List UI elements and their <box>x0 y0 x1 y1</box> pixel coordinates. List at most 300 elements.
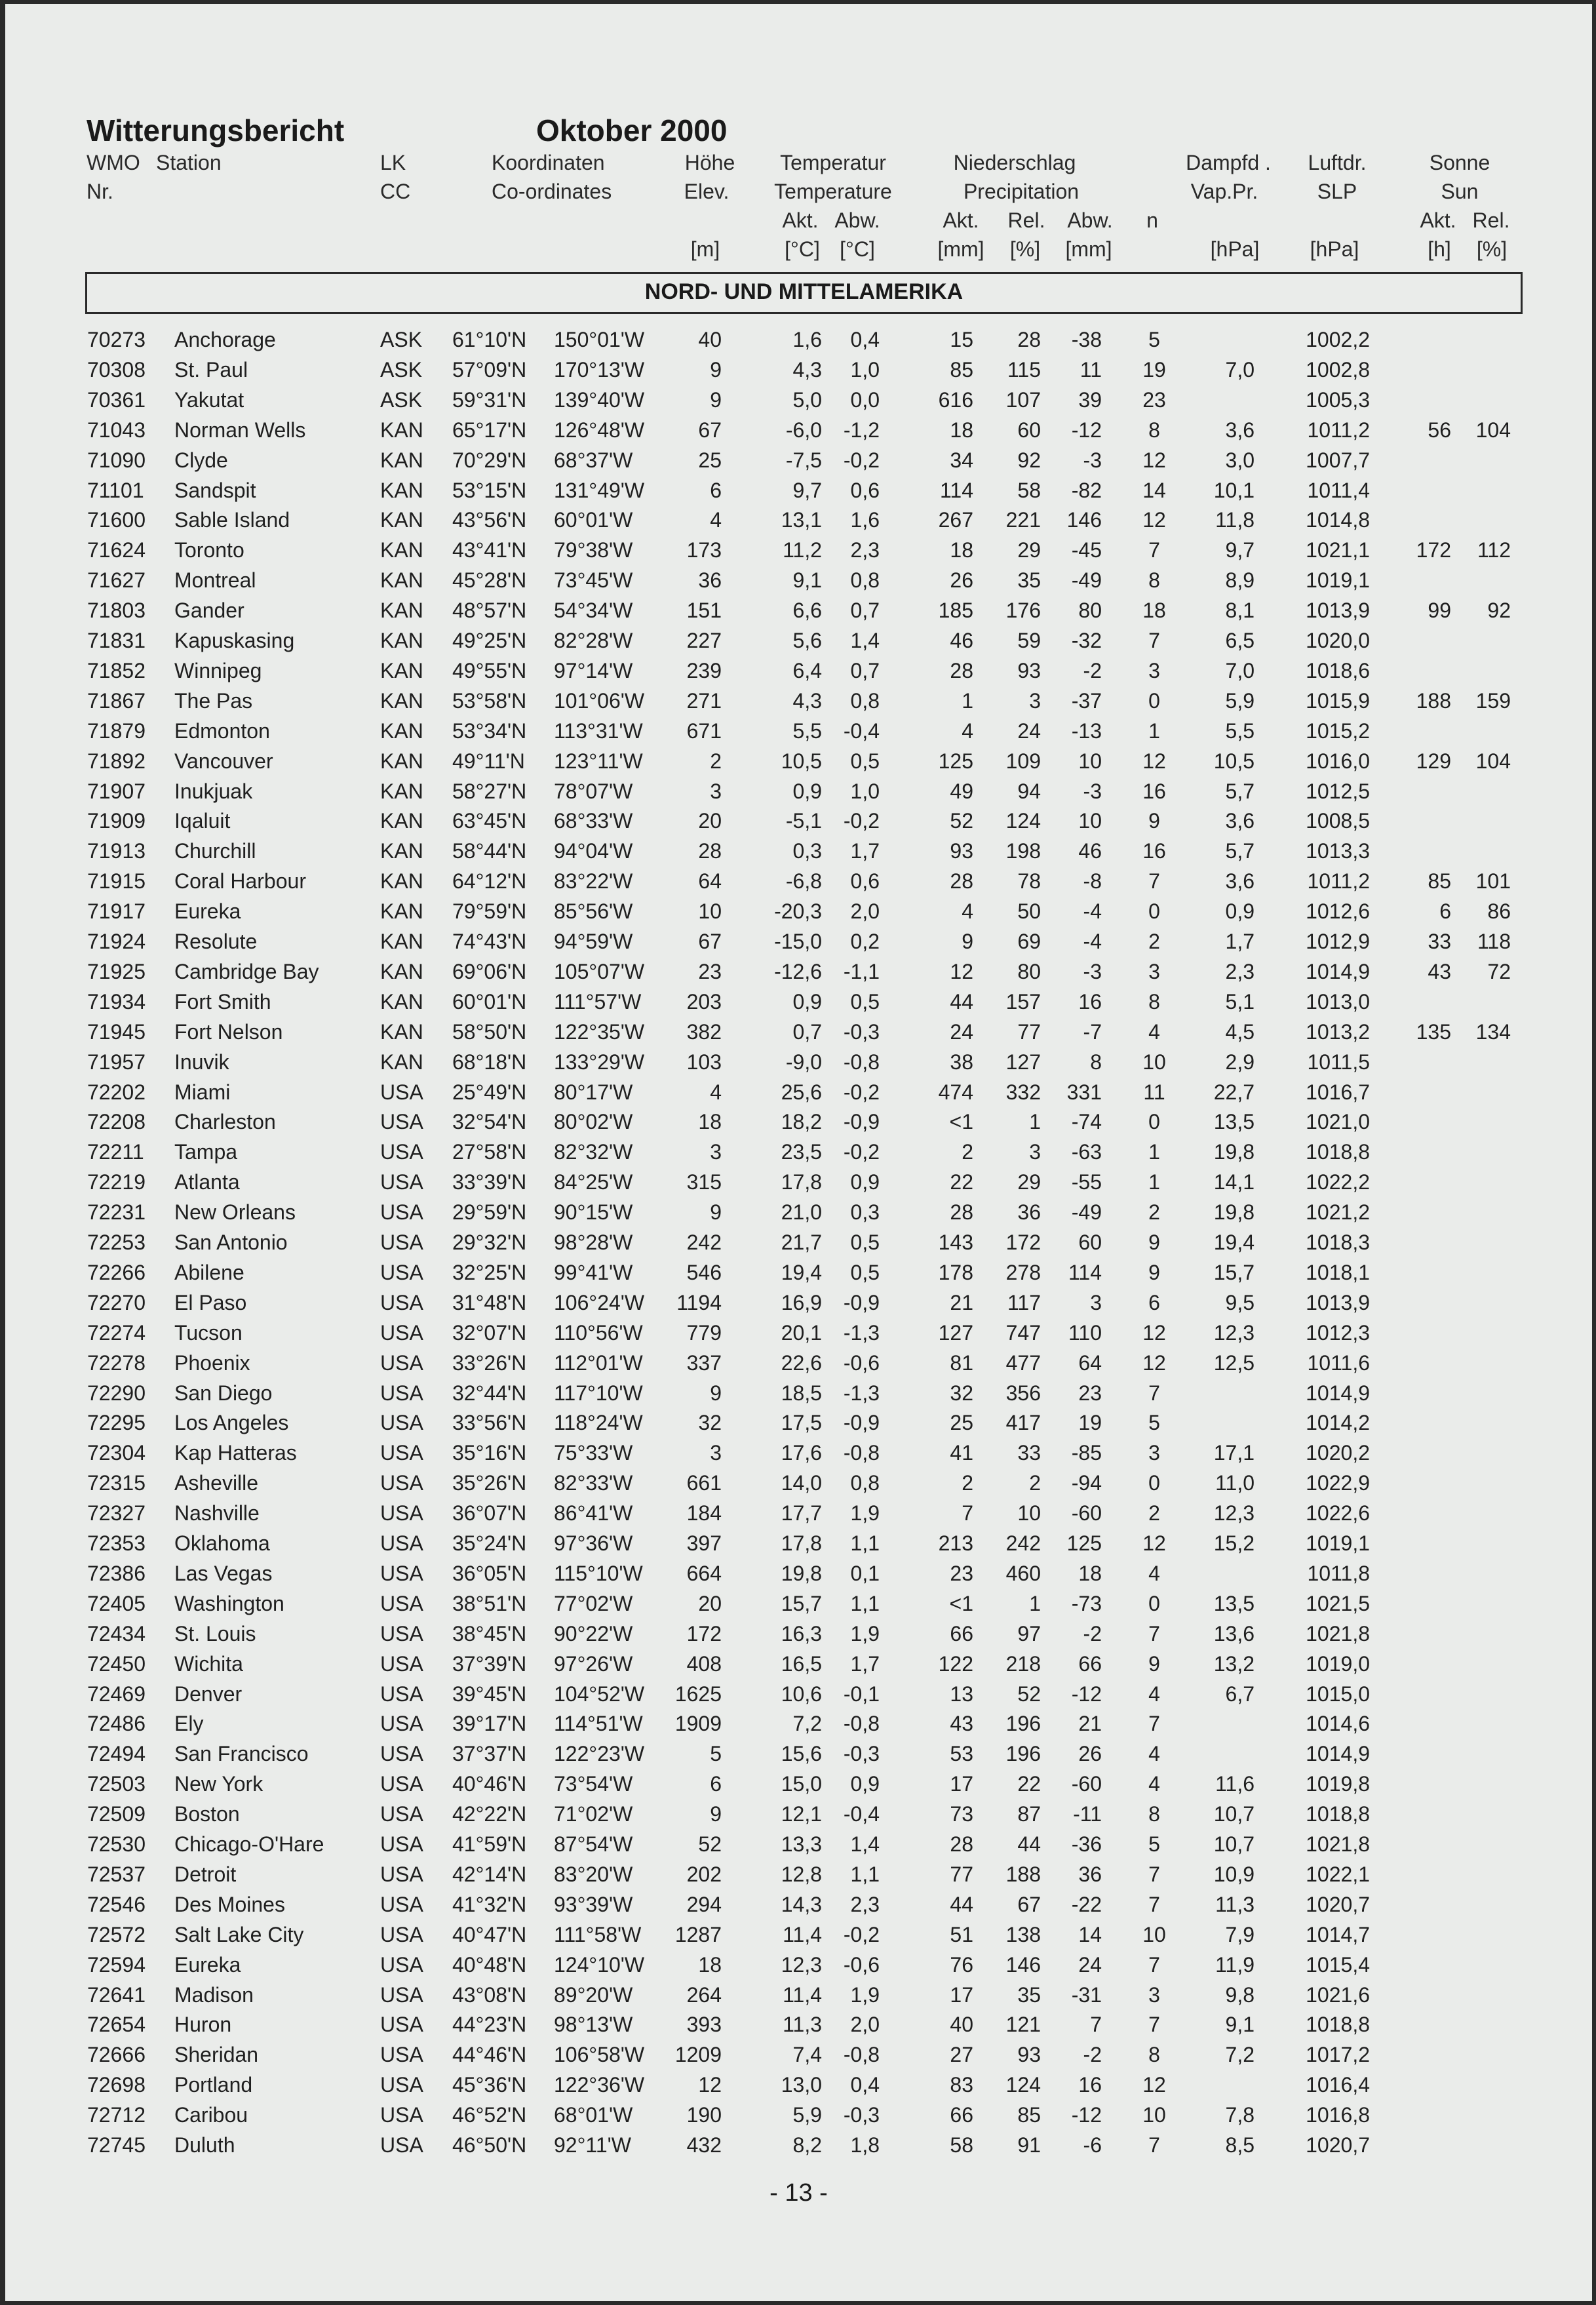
table-row <box>5 869 1592 899</box>
latitude-cell: 63°45'N <box>452 809 527 833</box>
vapour-pressure-cell: 12,3 <box>1213 1320 1255 1345</box>
table-row <box>5 1080 1592 1111</box>
elevation-cell: 20 <box>698 1591 722 1615</box>
longitude-cell: 89°20'W <box>554 1982 633 2007</box>
precip-rel-cell: 278 <box>1005 1260 1041 1284</box>
wmo-number-cell: 72386 <box>87 1561 146 1585</box>
table-row <box>5 960 1592 990</box>
vapour-pressure-cell: 7,8 <box>1225 2103 1255 2127</box>
precip-akt-cell: 22 <box>950 1170 973 1194</box>
sea-level-pressure-cell: 1012,3 <box>1306 1320 1370 1345</box>
longitude-cell: 122°35'W <box>554 1019 645 1044</box>
temp-abw-cell: 1,0 <box>850 357 880 382</box>
latitude-cell: 25°49'N <box>452 1080 527 1104</box>
temp-abw-cell: -0,8 <box>843 2043 880 2067</box>
longitude-cell: 78°07'W <box>554 779 633 803</box>
precip-abw-cell: -2 <box>1083 1621 1102 1645</box>
precip-days-cell: 3 <box>1148 1441 1160 1465</box>
station-name-cell: Eureka <box>174 1952 241 1977</box>
precip-days-cell: 0 <box>1148 899 1160 924</box>
wmo-number-cell: 72546 <box>87 1892 146 1916</box>
sea-level-pressure-cell: 1014,6 <box>1306 1712 1370 1736</box>
sun-rel-cell: 92 <box>1487 599 1511 623</box>
vapour-pressure-cell: 10,7 <box>1213 1802 1255 1826</box>
latitude-cell: 49°25'N <box>452 629 527 652</box>
precip-days-cell: 4 <box>1148 1682 1160 1706</box>
elevation-cell: 5 <box>710 1742 722 1766</box>
vapour-pressure-cell: 19,4 <box>1213 1231 1255 1254</box>
longitude-cell: 104°52'W <box>554 1682 645 1706</box>
temp-abw-cell: -0,2 <box>843 448 880 472</box>
table-row <box>5 538 1592 568</box>
header-unit-m: [m] <box>690 237 720 261</box>
latitude-cell: 43°08'N <box>452 1982 527 2007</box>
precip-abw-cell: 19 <box>1078 1411 1102 1435</box>
station-name-cell: Resolute <box>174 930 258 953</box>
vapour-pressure-cell: 11,3 <box>1215 1892 1255 1916</box>
latitude-cell: 58°50'N <box>452 1019 527 1044</box>
precip-rel-cell: 44 <box>1017 1832 1041 1856</box>
wmo-number-cell: 72219 <box>87 1170 146 1194</box>
precip-rel-cell: 172 <box>1005 1231 1041 1254</box>
vapour-pressure-cell: 8,1 <box>1225 599 1255 623</box>
precip-rel-cell: 1 <box>1029 1591 1041 1615</box>
wmo-number-cell: 72231 <box>87 1200 146 1225</box>
latitude-cell: 58°27'N <box>452 779 527 803</box>
precip-akt-cell: 41 <box>950 1441 973 1465</box>
precip-abw-cell: 64 <box>1078 1350 1102 1375</box>
country-code-cell: USA <box>380 1591 423 1615</box>
table-row <box>5 1441 1592 1471</box>
sun-rel-cell: 72 <box>1487 959 1511 983</box>
precip-akt-cell: 77 <box>950 1862 973 1886</box>
temp-akt-cell: 4,3 <box>792 688 822 713</box>
table-row <box>5 1802 1592 1832</box>
sea-level-pressure-cell: 1012,5 <box>1306 779 1370 803</box>
precip-akt-cell: 474 <box>938 1080 973 1104</box>
precip-days-cell: 6 <box>1148 1290 1160 1314</box>
temp-akt-cell: 9,1 <box>792 568 822 593</box>
wmo-number-cell: 71803 <box>87 599 146 623</box>
precip-rel-cell: 460 <box>1005 1561 1041 1585</box>
wmo-number-cell: 71925 <box>87 959 146 983</box>
precip-abw-cell: 125 <box>1066 1531 1102 1555</box>
sea-level-pressure-cell: 1008,5 <box>1306 809 1370 833</box>
vapour-pressure-cell: 10,9 <box>1213 1862 1255 1886</box>
elevation-cell: 546 <box>686 1260 722 1284</box>
temp-akt-cell: -20,3 <box>774 899 822 924</box>
precip-rel-cell: 3 <box>1029 688 1041 713</box>
precip-akt-cell: 143 <box>938 1231 973 1254</box>
precip-rel-cell: 85 <box>1017 2103 1041 2127</box>
temp-abw-cell: -0,2 <box>843 809 880 833</box>
latitude-cell: 41°59'N <box>452 1832 527 1856</box>
precip-akt-cell: 73 <box>950 1802 973 1826</box>
precip-abw-cell: -11 <box>1073 1802 1102 1826</box>
precip-akt-cell: 28 <box>950 1832 973 1856</box>
vapour-pressure-cell: 9,5 <box>1225 1290 1255 1314</box>
precip-abw-cell: -12 <box>1071 1682 1102 1706</box>
latitude-cell: 39°45'N <box>452 1682 527 1706</box>
sea-level-pressure-cell: 1012,9 <box>1306 930 1370 953</box>
latitude-cell: 32°54'N <box>452 1110 527 1134</box>
sun-akt-cell: 99 <box>1428 599 1451 623</box>
sea-level-pressure-cell: 1011,2 <box>1307 869 1370 894</box>
wmo-number-cell: 72450 <box>87 1651 146 1676</box>
station-name-cell: Sandspit <box>174 478 256 502</box>
temp-akt-cell: 7,4 <box>792 2043 822 2067</box>
precip-days-cell: 3 <box>1148 658 1160 682</box>
wmo-number-cell: 70361 <box>87 387 146 412</box>
precip-days-cell: 7 <box>1148 538 1160 562</box>
sun-akt-cell: 56 <box>1428 418 1451 442</box>
wmo-number-cell: 71879 <box>87 719 146 743</box>
precip-rel-cell: 218 <box>1005 1651 1041 1676</box>
latitude-cell: 61°10'N <box>452 328 527 351</box>
country-code-cell: USA <box>380 1922 423 1946</box>
vapour-pressure-cell: 13,2 <box>1213 1651 1255 1676</box>
vapour-pressure-cell: 6,7 <box>1225 1682 1255 1706</box>
temp-abw-cell: 2,3 <box>850 1892 880 1916</box>
elevation-cell: 202 <box>686 1862 722 1886</box>
elevation-cell: 173 <box>686 538 722 562</box>
temp-akt-cell: 23,5 <box>781 1140 822 1164</box>
country-code-cell: USA <box>380 1982 423 2007</box>
station-name-cell: Tampa <box>174 1140 238 1164</box>
table-row <box>5 2073 1592 2103</box>
longitude-cell: 115°10'W <box>554 1561 643 1585</box>
elevation-cell: 382 <box>686 1019 722 1044</box>
station-name-cell: Portland <box>174 2073 253 2097</box>
country-code-cell: ASK <box>380 328 423 351</box>
country-code-cell: USA <box>380 1290 423 1314</box>
temp-abw-cell: 0,4 <box>850 328 880 351</box>
precip-akt-cell: 17 <box>950 1982 973 2007</box>
wmo-number-cell: 72290 <box>87 1381 146 1405</box>
elevation-cell: 9 <box>710 387 722 412</box>
station-name-cell: Asheville <box>174 1471 259 1495</box>
station-name-cell: Sheridan <box>174 2043 259 2067</box>
country-code-cell: USA <box>380 1260 423 1284</box>
sea-level-pressure-cell: 1019,8 <box>1306 1772 1370 1796</box>
wmo-number-cell: 71624 <box>87 538 146 562</box>
latitude-cell: 40°47'N <box>452 1922 527 1946</box>
precip-abw-cell: -4 <box>1083 899 1102 924</box>
precip-abw-cell: 36 <box>1078 1862 1102 1886</box>
precip-days-cell: 5 <box>1148 1411 1160 1435</box>
precip-days-cell: 19 <box>1142 357 1166 382</box>
country-code-cell: USA <box>380 1170 423 1194</box>
elevation-cell: 664 <box>686 1561 722 1585</box>
vapour-pressure-cell: 11,0 <box>1215 1471 1255 1495</box>
precip-akt-cell: 34 <box>950 448 973 472</box>
temp-abw-cell: -0,4 <box>843 719 880 743</box>
temp-abw-cell: 0,6 <box>850 869 880 894</box>
header-dampfdruck: Dampfd . <box>1186 151 1271 174</box>
precip-akt-cell: 44 <box>950 989 973 1014</box>
station-name-cell: Nashville <box>174 1501 260 1526</box>
precip-days-cell: 5 <box>1148 328 1160 351</box>
precip-akt-cell: 114 <box>939 478 973 502</box>
country-code-cell: USA <box>380 1832 423 1856</box>
precip-abw-cell: 39 <box>1078 387 1102 412</box>
table-row <box>5 418 1592 448</box>
header-sun: Sun <box>1441 180 1479 203</box>
precip-abw-cell: 21 <box>1078 1712 1102 1736</box>
country-code-cell: KAN <box>380 930 423 953</box>
temp-akt-cell: 5,5 <box>792 719 822 743</box>
temp-abw-cell: -1,1 <box>843 959 880 983</box>
sea-level-pressure-cell: 1012,6 <box>1306 899 1370 924</box>
elevation-cell: 779 <box>686 1320 722 1345</box>
longitude-cell: 80°02'W <box>554 1110 633 1134</box>
sea-level-pressure-cell: 1015,2 <box>1306 719 1370 743</box>
vapour-pressure-cell: 19,8 <box>1213 1140 1255 1164</box>
precip-rel-cell: 59 <box>1017 629 1041 652</box>
longitude-cell: 113°31'W <box>554 719 643 743</box>
sun-akt-cell: 33 <box>1428 930 1451 953</box>
temp-akt-cell: 17,5 <box>781 1411 822 1435</box>
country-code-cell: USA <box>380 1682 423 1706</box>
latitude-cell: 36°05'N <box>452 1561 527 1585</box>
country-code-cell: KAN <box>380 629 423 652</box>
precip-akt-cell: 21 <box>950 1290 973 1314</box>
longitude-cell: 54°34'W <box>554 599 633 623</box>
temp-abw-cell: 1,4 <box>850 1832 880 1856</box>
table-row <box>5 1321 1592 1351</box>
table-row <box>5 1170 1592 1200</box>
country-code-cell: USA <box>380 1501 423 1526</box>
precip-abw-cell: -3 <box>1083 448 1102 472</box>
precip-rel-cell: 176 <box>1005 599 1041 623</box>
latitude-cell: 33°56'N <box>452 1411 527 1435</box>
header-nr: Nr. <box>87 180 113 203</box>
precip-akt-cell: 13 <box>950 1682 973 1706</box>
precip-abw-cell: 24 <box>1078 1952 1102 1977</box>
country-code-cell: USA <box>380 1140 423 1164</box>
precip-days-cell: 12 <box>1142 448 1166 472</box>
station-name-cell: New York <box>174 1772 263 1796</box>
header-slp: SLP <box>1317 180 1357 203</box>
longitude-cell: 105°07'W <box>554 959 645 983</box>
elevation-cell: 40 <box>698 328 722 351</box>
longitude-cell: 68°33'W <box>554 809 633 833</box>
precip-abw-cell: -31 <box>1071 1982 1102 2007</box>
precip-akt-cell: 76 <box>950 1952 973 1977</box>
precip-days-cell: 23 <box>1142 387 1166 412</box>
elevation-cell: 1194 <box>676 1290 722 1314</box>
station-name-cell: Miami <box>174 1080 231 1104</box>
wmo-number-cell: 72712 <box>87 2103 146 2127</box>
country-code-cell: USA <box>380 1320 423 1345</box>
sun-akt-cell: 43 <box>1428 959 1451 983</box>
latitude-cell: 31°48'N <box>452 1290 527 1314</box>
wmo-number-cell: 72654 <box>87 2013 146 2037</box>
precip-akt-cell: 122 <box>938 1651 973 1676</box>
station-name-cell: Fort Smith <box>174 989 271 1014</box>
country-code-cell: USA <box>380 2043 423 2067</box>
table-row <box>5 1351 1592 1381</box>
header-unit-p-abw: [mm] <box>1065 237 1112 261</box>
table-row <box>5 1501 1592 1531</box>
latitude-cell: 39°17'N <box>452 1712 527 1736</box>
vapour-pressure-cell: 2,9 <box>1225 1050 1255 1074</box>
vapour-pressure-cell: 5,9 <box>1225 688 1255 713</box>
header-temperatur: Temperatur <box>780 151 886 174</box>
vapour-pressure-cell: 11,6 <box>1215 1772 1255 1796</box>
temp-akt-cell: 16,9 <box>781 1290 822 1314</box>
longitude-cell: 60°01'W <box>554 508 633 532</box>
precip-days-cell: 7 <box>1148 2133 1160 2157</box>
temp-abw-cell: 0,6 <box>850 478 880 502</box>
station-name-cell: Washington <box>174 1591 284 1615</box>
vapour-pressure-cell: 7,0 <box>1225 658 1255 682</box>
precip-rel-cell: 22 <box>1017 1772 1041 1796</box>
temp-abw-cell: -0,9 <box>843 1290 880 1314</box>
sea-level-pressure-cell: 1018,8 <box>1306 2013 1370 2037</box>
elevation-cell: 3 <box>710 779 722 803</box>
elevation-cell: 172 <box>686 1621 722 1645</box>
elevation-cell: 408 <box>686 1651 722 1676</box>
precip-rel-cell: 36 <box>1017 1200 1041 1225</box>
precip-rel-cell: 60 <box>1017 418 1041 442</box>
precip-rel-cell: 67 <box>1017 1892 1041 1916</box>
wmo-number-cell: 71917 <box>87 899 146 924</box>
precip-days-cell: 14 <box>1142 478 1166 502</box>
country-code-cell: USA <box>380 2103 423 2127</box>
temp-akt-cell: 0,9 <box>792 779 822 803</box>
temp-abw-cell: -0,6 <box>843 1350 880 1375</box>
precip-akt-cell: 127 <box>938 1320 973 1345</box>
precip-days-cell: 7 <box>1148 869 1160 894</box>
precip-days-cell: 16 <box>1142 839 1166 863</box>
table-row <box>5 508 1592 538</box>
temp-akt-cell: 5,9 <box>792 2103 822 2127</box>
sea-level-pressure-cell: 1013,9 <box>1306 599 1370 623</box>
precip-akt-cell: 15 <box>950 328 973 351</box>
sea-level-pressure-cell: 1018,6 <box>1306 658 1370 682</box>
temp-abw-cell: 0,3 <box>850 1200 880 1225</box>
latitude-cell: 65°17'N <box>452 418 527 442</box>
table-row <box>5 1622 1592 1652</box>
precip-abw-cell: 146 <box>1066 508 1102 532</box>
temp-abw-cell: 0,9 <box>850 1772 880 1796</box>
precip-rel-cell: 93 <box>1017 2043 1041 2067</box>
precip-abw-cell: -7 <box>1083 1019 1102 1044</box>
country-code-cell: USA <box>380 1772 423 1796</box>
precip-abw-cell: -55 <box>1071 1170 1102 1194</box>
latitude-cell: 37°39'N <box>452 1651 527 1676</box>
country-code-cell: KAN <box>380 538 423 562</box>
station-name-cell: Las Vegas <box>174 1561 273 1585</box>
precip-akt-cell: 81 <box>950 1350 973 1375</box>
precip-rel-cell: 35 <box>1017 568 1041 593</box>
precip-days-cell: 10 <box>1142 2103 1166 2127</box>
table-row <box>5 328 1592 358</box>
precip-akt-cell: 83 <box>950 2073 973 2097</box>
table-row <box>5 388 1592 418</box>
temp-akt-cell: -9,0 <box>785 1050 822 1074</box>
sea-level-pressure-cell: 1021,5 <box>1306 1591 1370 1615</box>
wmo-number-cell: 72211 <box>87 1140 144 1164</box>
vapour-pressure-cell: 10,5 <box>1213 749 1255 773</box>
station-name-cell: Kapuskasing <box>174 629 295 652</box>
precip-rel-cell: 747 <box>1005 1320 1041 1345</box>
temp-akt-cell: 0,7 <box>792 1019 822 1044</box>
wmo-number-cell: 72253 <box>87 1231 146 1254</box>
station-name-cell: Edmonton <box>174 719 270 743</box>
sea-level-pressure-cell: 1002,2 <box>1306 328 1370 351</box>
wmo-number-cell: 72295 <box>87 1411 146 1435</box>
precip-akt-cell: 178 <box>938 1260 973 1284</box>
header-p-akt: Akt. <box>943 208 979 232</box>
table-row <box>5 599 1592 629</box>
precip-days-cell: 3 <box>1148 1982 1160 2007</box>
table-row <box>5 1411 1592 1441</box>
table-row <box>5 1531 1592 1562</box>
precip-abw-cell: 16 <box>1078 2073 1102 2097</box>
elevation-cell: 9 <box>710 1200 722 1225</box>
wmo-number-cell: 72503 <box>87 1772 146 1796</box>
temp-abw-cell: 0,7 <box>850 658 880 682</box>
temp-abw-cell: 0,5 <box>850 1231 880 1254</box>
precip-akt-cell: 85 <box>950 357 973 382</box>
latitude-cell: 79°59'N <box>452 899 527 924</box>
precip-rel-cell: 97 <box>1017 1621 1041 1645</box>
temp-akt-cell: 15,6 <box>781 1742 822 1766</box>
station-name-cell: Tucson <box>174 1320 243 1345</box>
country-code-cell: KAN <box>380 448 423 472</box>
wmo-number-cell: 72641 <box>87 1982 146 2007</box>
precip-akt-cell: 7 <box>962 1501 973 1526</box>
precip-rel-cell: 127 <box>1005 1050 1041 1074</box>
wmo-number-cell: 72270 <box>87 1290 146 1314</box>
latitude-cell: 43°41'N <box>452 538 527 562</box>
sea-level-pressure-cell: 1018,8 <box>1306 1802 1370 1826</box>
longitude-cell: 98°28'W <box>554 1231 633 1254</box>
country-code-cell: USA <box>380 1862 423 1886</box>
elevation-cell: 190 <box>686 2103 722 2127</box>
elevation-cell: 64 <box>698 869 722 894</box>
precip-days-cell: 4 <box>1148 1561 1160 1585</box>
temp-akt-cell: 10,5 <box>781 749 822 773</box>
precip-akt-cell: 28 <box>950 1200 973 1225</box>
precip-rel-cell: 29 <box>1017 1170 1041 1194</box>
temp-abw-cell: 0,8 <box>850 568 880 593</box>
sea-level-pressure-cell: 1002,8 <box>1306 357 1370 382</box>
latitude-cell: 49°11'N <box>452 749 525 773</box>
header-wmo: WMO <box>87 151 140 174</box>
temp-akt-cell: 18,2 <box>781 1110 822 1134</box>
elevation-cell: 1287 <box>674 1922 722 1946</box>
report-month: Oktober 2000 <box>536 113 728 148</box>
precip-days-cell: 12 <box>1142 2073 1166 2097</box>
report-page <box>5 4 1592 2301</box>
temp-akt-cell: 12,1 <box>781 1802 822 1826</box>
longitude-cell: 133°29'W <box>554 1050 645 1074</box>
header-temperature: Temperature <box>774 180 892 203</box>
header-p-rel: Rel. <box>1007 208 1045 232</box>
precip-abw-cell: -60 <box>1071 1772 1102 1796</box>
table-row <box>5 1291 1592 1321</box>
precip-abw-cell: -32 <box>1071 629 1102 652</box>
station-name-cell: Anchorage <box>174 328 276 351</box>
sea-level-pressure-cell: 1020,0 <box>1306 629 1370 652</box>
station-name-cell: Toronto <box>174 538 244 562</box>
temp-abw-cell: -0,6 <box>843 1952 880 1977</box>
sea-level-pressure-cell: 1013,2 <box>1306 1019 1370 1044</box>
temp-abw-cell: 1,0 <box>850 779 880 803</box>
